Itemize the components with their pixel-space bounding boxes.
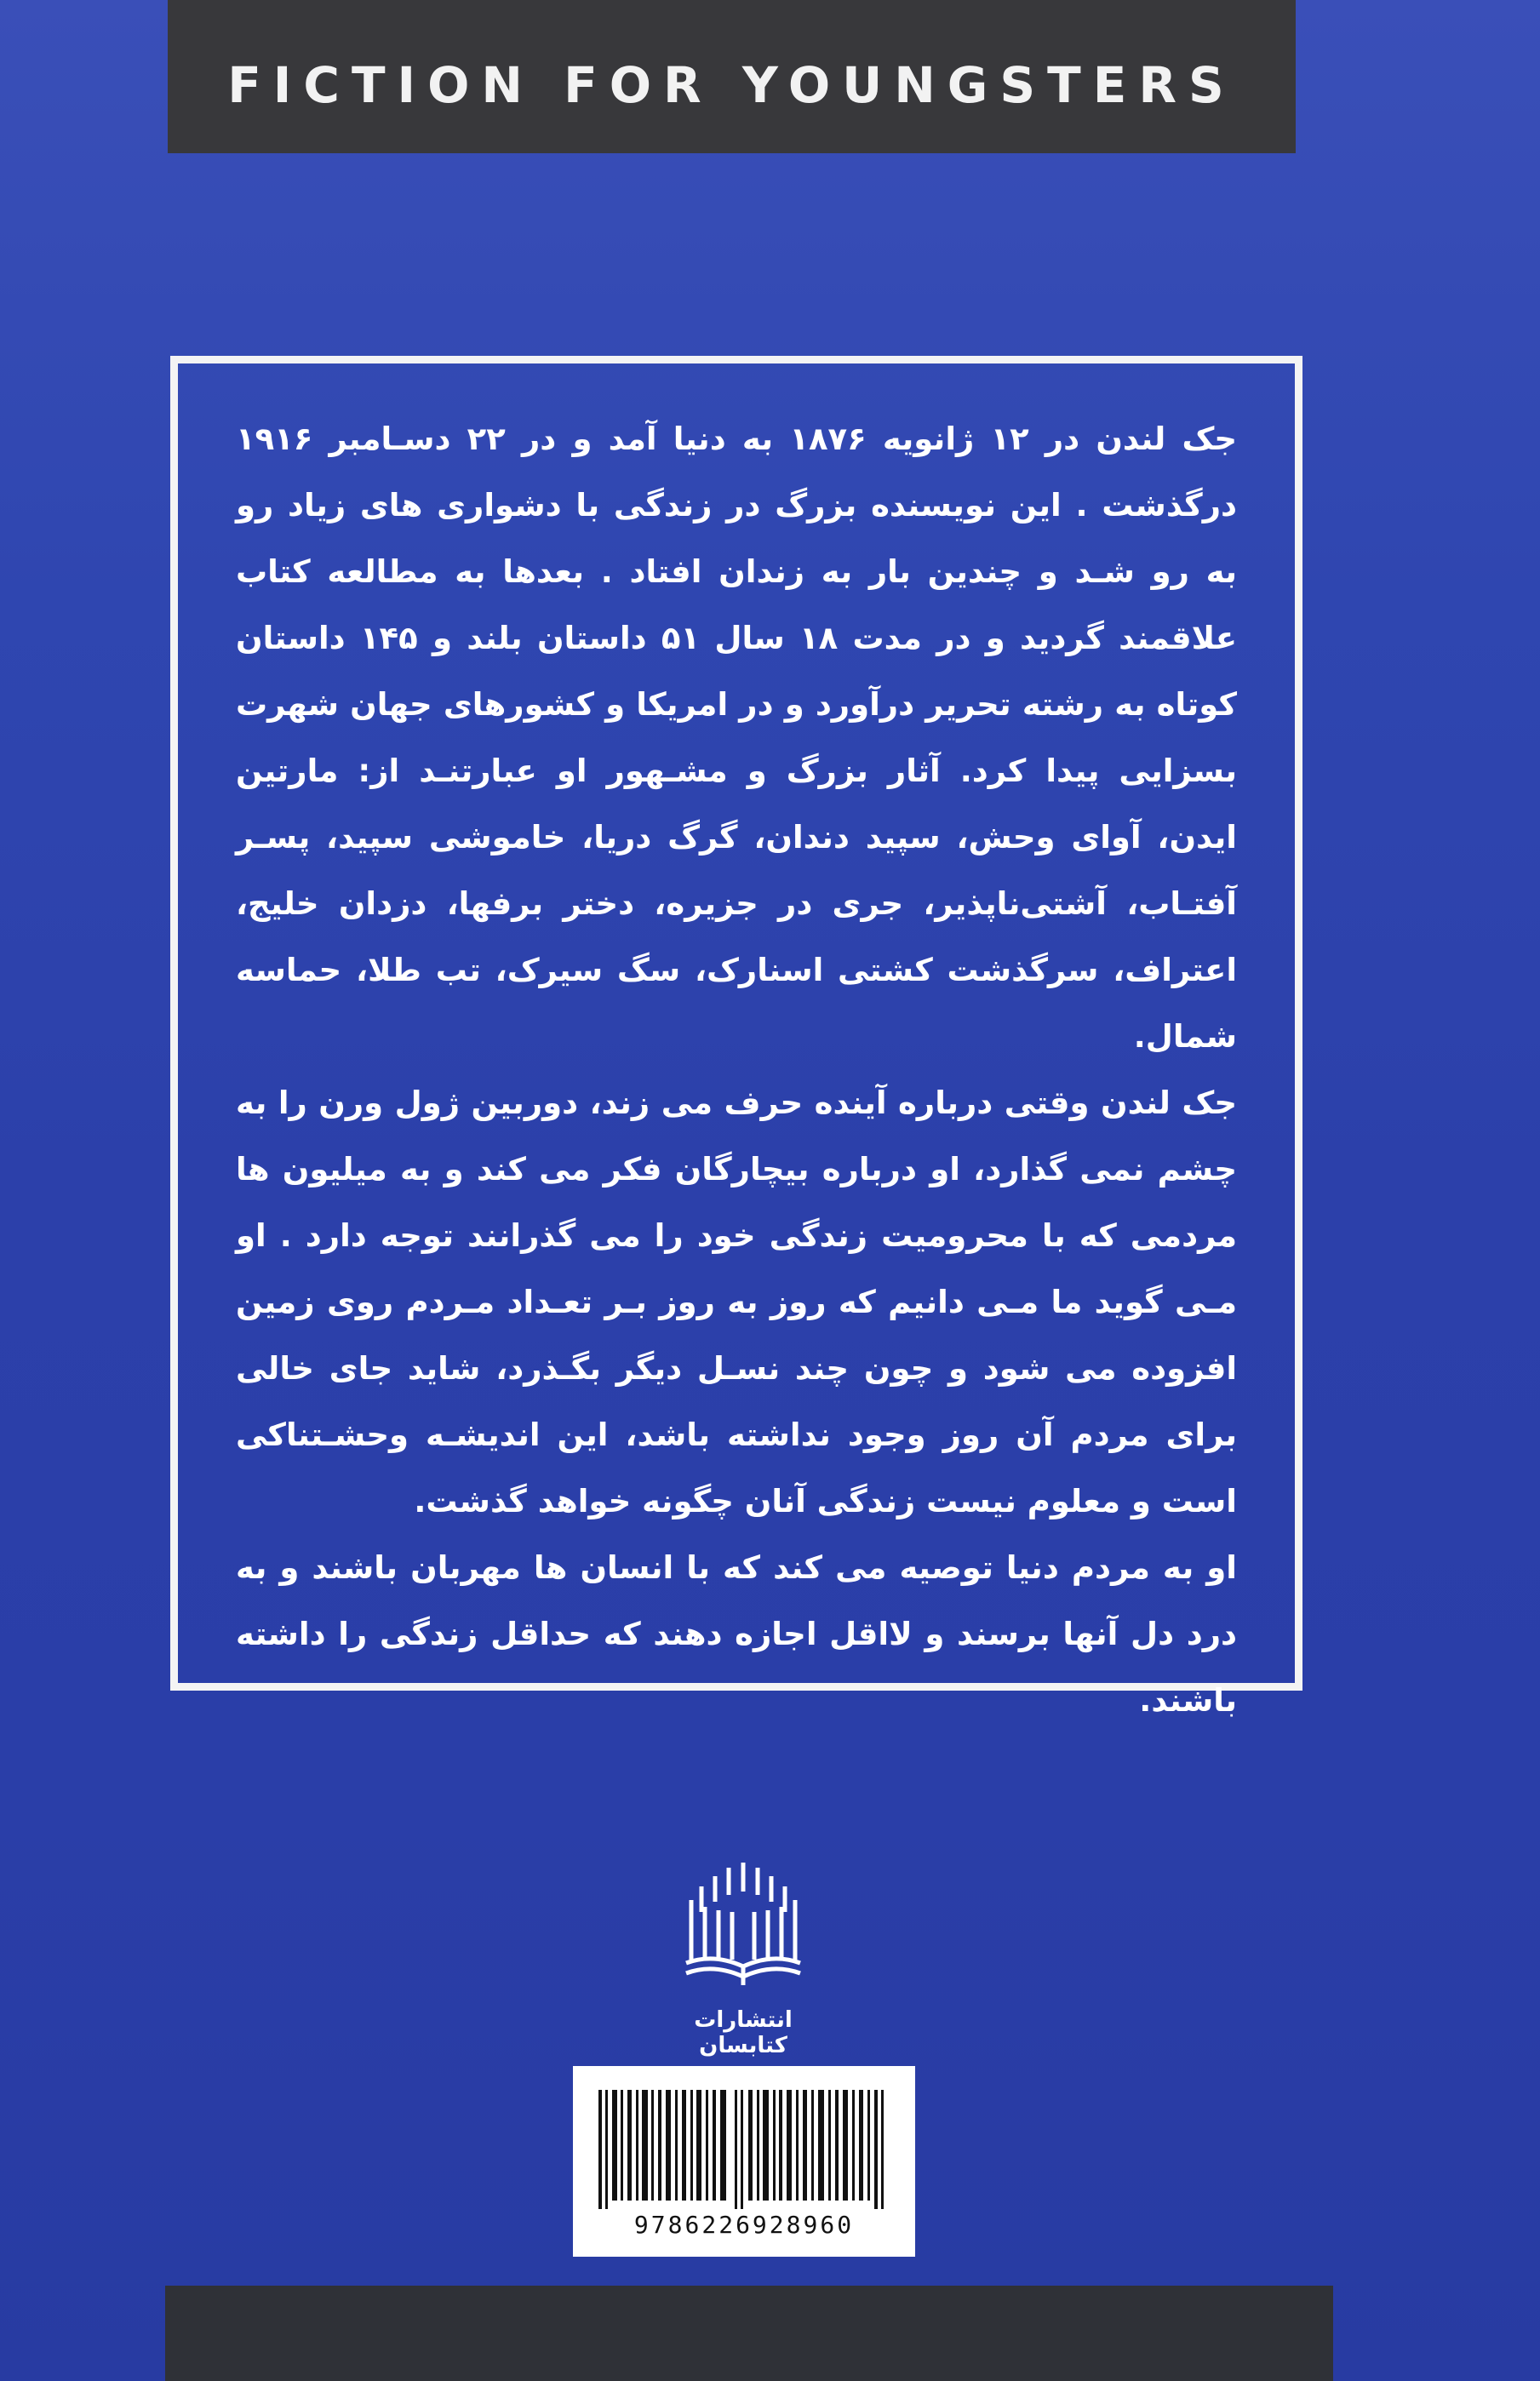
barcode-bars — [598, 2090, 890, 2209]
description-paragraph-1: جک لندن در ۱۲ ژانویه ۱۸۷۶ به دنیا آمد و در ۲۲ دسـامبر ۱۹۱۶ درگذشت . این نویسنده بزرگ در زندگی با دشواری های زیاد رو به رو شـد و چندین بار به زندان افتاد . بعدها به مطالعه کتاب علاقمند گردید و در مدت ۱۸ سال ۵۱ داستان بلند و ۱۴۵ داستان کوتاه به رشته تحریر درآورد و در امریکا و کشورهای جهان شهرت بسزایی پیدا کرد. آثار بزرگ و مشـهور او عبارتنـد از: مارتین ایدن، آوای وحش، سپید دندان، گرگ دریا، خاموشی سپید، پسـر آفتـاب، آشتی‌ناپذیر، جری در جزیره، دختر برفها، دزدان خلیج، اعتراف، سرگذشت کشتی اسنارک، سگ سیرک، تب طلا، حماسه شمال. — [236, 421, 1238, 1055]
series-title: FICTION FOR YOUNGSTERS — [227, 56, 1236, 114]
isbn-number: 9786226928960 — [633, 2211, 855, 2239]
bottom-band — [165, 2286, 1333, 2381]
description-paragraph-2: جک لندن وقتی درباره آینده حرف می زند، دوربین ژول ورن را به چشم نمی گذارد، او درباره بیچارگان فکر می کند و به میلیون ها مردمی که با محرومیت زندگی خود را می گذرانند توجه دارد . او مـی گوید ما مـی دانیم که روز به روز بـر تعـداد مـردم روی زمین افزوده می شود و چون چند نسـل دیگر بگـذرد، شاید جای خالی برای مردم آن روز وجود نداشته باشد، این اندیشـه وحشـتناکی است و معلوم نیست زندگی آنان چگونه خواهد گذشت. — [236, 1085, 1237, 1520]
publisher-name: انتشارات کتابسان — [694, 2007, 793, 2058]
description-paragraph-3: او به مردم دنیا توصیه می کند که با انسان ها مهربان باشند و به درد دل آنها برسند و لااقل اجازه دهند که حداقل زندگی را داشته باشند. — [236, 1549, 1237, 1719]
barcode — [573, 2066, 915, 2257]
description-box — [170, 356, 1302, 1719]
publisher-logo-icon — [679, 1857, 807, 2002]
series-banner — [168, 0, 1296, 153]
